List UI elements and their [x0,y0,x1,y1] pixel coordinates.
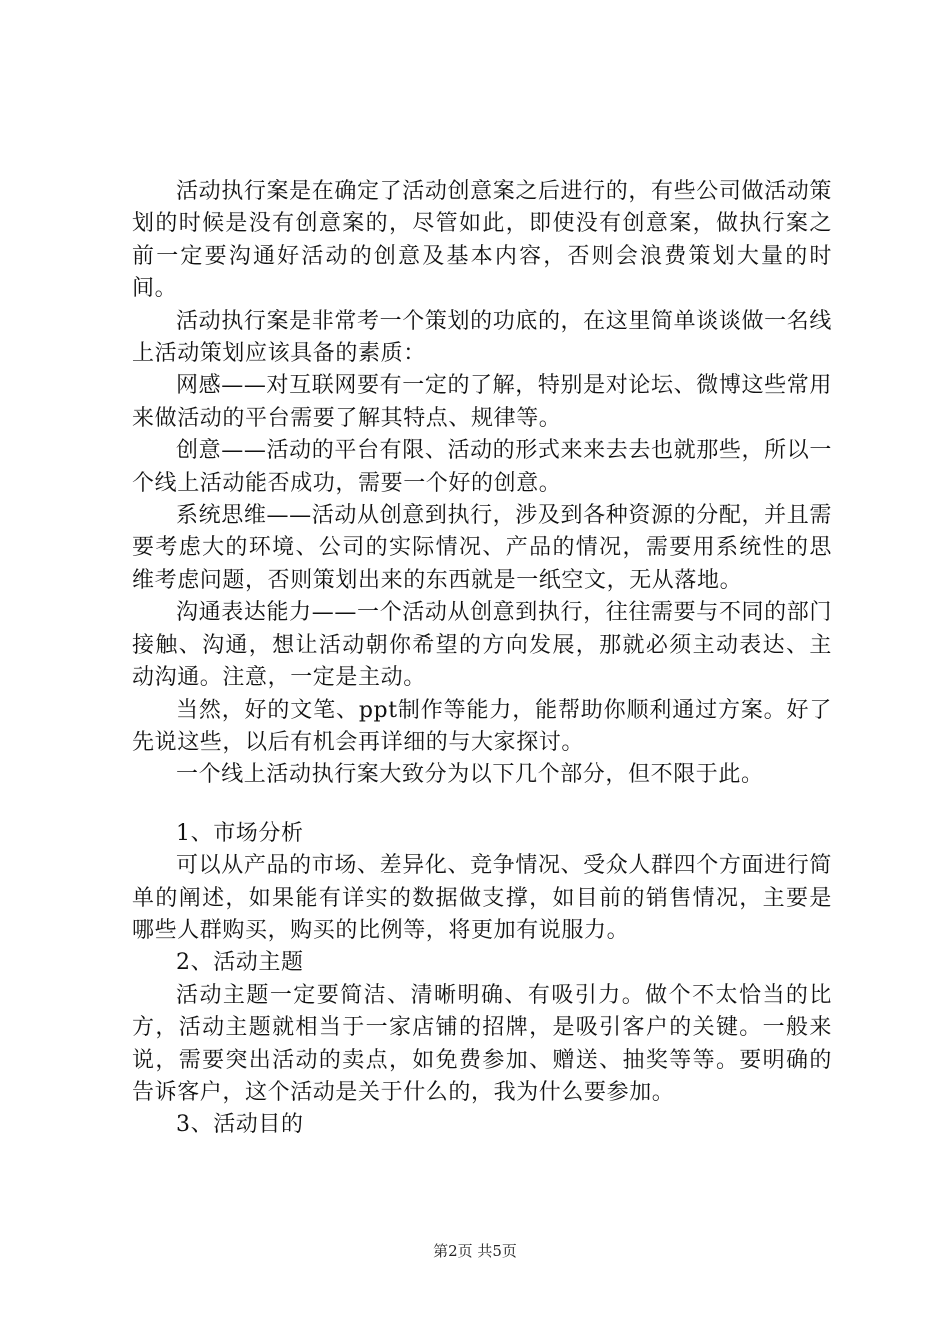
section-body-activity-theme: 活动主题一定要简洁、清晰明确、有吸引力。做个不太恰当的比方，活动主题就相当于一家店铺的招牌，是吸引客户的关键。一般来说，需要突出活动的卖点，如免费参加、赠送、抽奖等等。要明确的告诉客户，这个活动是关于什么的，我为什么要参加。 [132,982,832,1105]
paragraph-intro: 活动执行案是在确定了活动创意案之后进行的，有些公司做活动策划的时候是没有创意案的，尽管如此，即使没有创意案，做执行案之前一定要沟通好活动的创意及基本内容，否则会浪费策划大量的时间。 [132,179,832,302]
paragraph-parts-intro: 一个线上活动执行案大致分为以下几个部分，但不限于此。 [176,762,764,788]
document-body [132,176,832,1142]
paragraph-systems-thinking: 系统思维——活动从创意到执行，涉及到各种资源的分配，并且需要考虑大的环境、公司的实际情况、产品的情况，需要用系统性的思维考虑问题，否则策划出来的东西就是一纸空文，无从落地。 [132,503,832,593]
paragraph-communication: 沟通表达能力——一个活动从创意到执行，往往需要与不同的部门接触、沟通，想让活动朝你希望的方向发展，那就必须主动表达、主动沟通。注意，一定是主动。 [132,600,832,691]
page-number-footer: 第2页 共5页 [433,1242,517,1260]
section-heading-activity-theme: 2、活动主题 [176,950,304,976]
section-body-market-analysis: 可以从产品的市场、差异化、竞争情况、受众人群四个方面进行简单的阐述，如果能有详实的数据做支撑，如目前的销售情况，主要是哪些人群购买，购买的比例等，将更加有说服力。 [132,853,832,943]
paragraph-writing-skills: 当然，好的文笔、ppt制作等能力，能帮助你顺利通过方案。好了先说这些，以后有机会再详细的与大家探讨。 [132,697,832,755]
section-heading-market-analysis: 1、市场分析 [176,820,304,846]
section-heading-activity-purpose: 3、活动目的 [176,1112,304,1138]
paragraph-qualities-intro: 活动执行案是非常考一个策划的功底的，在这里简单谈谈做一名线上活动策划应该具备的素质： [132,308,832,367]
paragraph-internet-sense: 网感——对互联网要有一定的了解，特别是对论坛、微博这些常用来做活动的平台需要了解其特点、规律等。 [132,373,832,431]
paragraph-creativity: 创意——活动的平台有限、活动的形式来来去去也就那些，所以一个线上活动能否成功，需要一个好的创意。 [132,438,832,496]
